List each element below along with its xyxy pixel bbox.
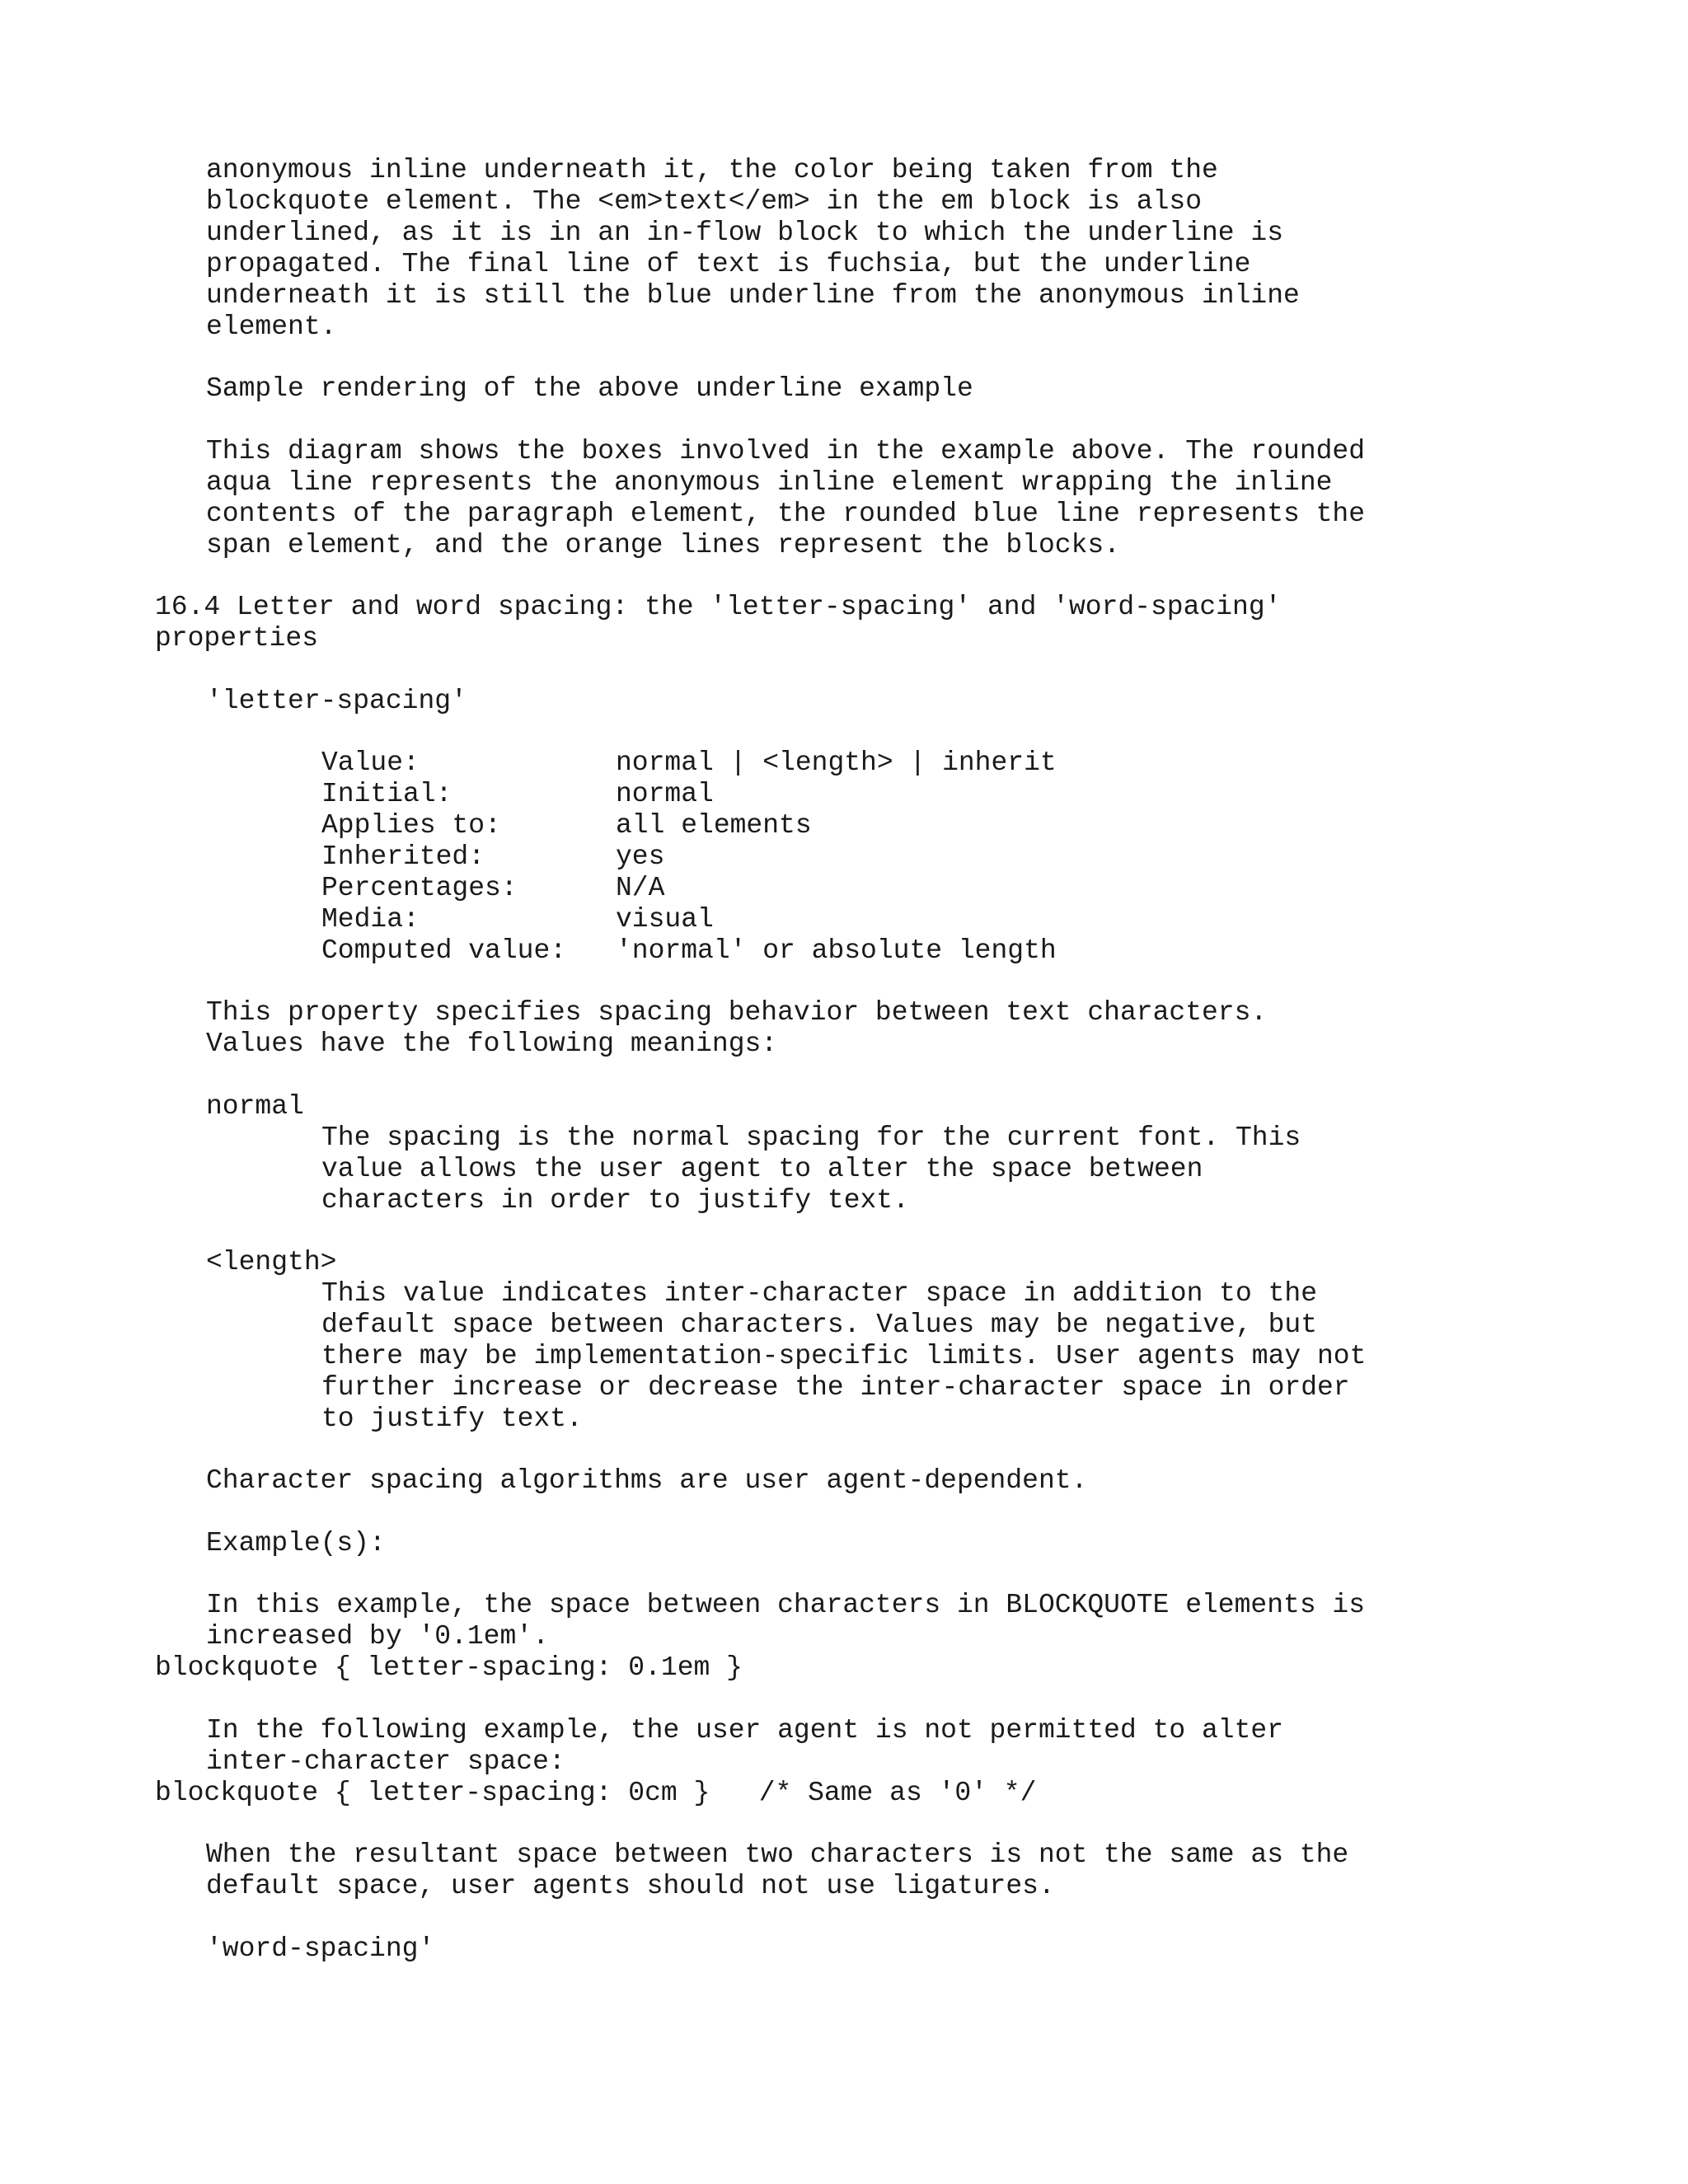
sample-caption: Sample rendering of the above underline example — [206, 373, 973, 404]
text-line: default space, user agents should not use ligatures. — [206, 1871, 1055, 1901]
table-value: yes — [616, 841, 665, 872]
text-line: span element, and the orange lines represent the blocks. — [206, 530, 1120, 560]
examples-label: Example(s): — [206, 1528, 386, 1558]
table-label: Value: — [321, 748, 420, 778]
text-line: inter-character space: — [206, 1746, 565, 1777]
text-line: underneath it is still the blue underline from the anonymous inline — [206, 280, 1300, 311]
text-line: This property specifies spacing behavior between text characters. — [206, 997, 1268, 1028]
text-line: When the resultant space between two characters is not the same as the — [206, 1840, 1349, 1870]
table-label: Media: — [321, 904, 420, 935]
table-value: N/A — [616, 873, 665, 903]
table-label: Applies to: — [321, 810, 501, 841]
text-line: This value indicates inter-character space in addition to the — [321, 1278, 1317, 1309]
table-value: normal | <length> | inherit — [616, 748, 1057, 778]
table-label: Inherited: — [321, 841, 485, 872]
text-line: default space between characters. Values may be negative, but — [321, 1310, 1317, 1340]
text-line: element. — [206, 312, 337, 342]
text-line: to justify text. — [321, 1404, 583, 1434]
text-line: Values have the following meanings: — [206, 1029, 778, 1059]
text-line: propagated. The final line of text is fuchsia, but the underline — [206, 249, 1251, 279]
property-name: 'letter-spacing' — [206, 686, 467, 716]
definition-term: <length> — [206, 1247, 337, 1277]
table-value: visual — [616, 904, 714, 935]
table-value: 'normal' or absolute length — [616, 935, 1057, 966]
heading-line: 16.4 Letter and word spacing: the 'letter-spacing' and 'word-spacing' — [155, 592, 1282, 622]
property-name: 'word-spacing' — [206, 1933, 435, 1964]
text-line: anonymous inline underneath it, the color being taken from the — [206, 155, 1218, 185]
definition-term: normal — [206, 1091, 304, 1122]
algorithms-note: Character spacing algorithms are user agent-dependent. — [206, 1465, 1088, 1496]
text-line: This diagram shows the boxes involved in the example above. The rounded — [206, 436, 1366, 466]
table-label: Computed value: — [321, 935, 567, 966]
text-line: aqua line represents the anonymous inline element wrapping the inline — [206, 467, 1333, 498]
code-line: blockquote { letter-spacing: 0.1em } — [155, 1652, 743, 1683]
text-line: contents of the paragraph element, the rounded blue line represents the — [206, 499, 1366, 529]
text-line: value allows the user agent to alter the space between — [321, 1154, 1203, 1184]
text-line: blockquote element. The <em>text</em> in the em block is also — [206, 186, 1202, 217]
table-value: all elements — [616, 810, 812, 841]
text-line: In the following example, the user agent is not permitted to alter — [206, 1715, 1284, 1746]
text-line: there may be implementation-specific limits. User agents may not — [321, 1341, 1367, 1371]
table-label: Initial: — [321, 779, 452, 809]
table-value: normal — [616, 779, 714, 809]
code-line: blockquote { letter-spacing: 0cm } /* Same as '0' */ — [155, 1778, 1037, 1808]
text-line: underlined, as it is in an in-flow block to which the underline is — [206, 218, 1284, 248]
text-line: The spacing is the normal spacing for the current font. This — [321, 1122, 1301, 1153]
text-line: In this example, the space between characters in BLOCKQUOTE elements is — [206, 1590, 1366, 1620]
text-line: increased by '0.1em'. — [206, 1621, 549, 1652]
heading-line: properties — [155, 623, 319, 654]
table-label: Percentages: — [321, 873, 518, 903]
text-line: characters in order to justify text. — [321, 1185, 909, 1216]
text-line: further increase or decrease the inter-character space in order — [321, 1372, 1350, 1403]
